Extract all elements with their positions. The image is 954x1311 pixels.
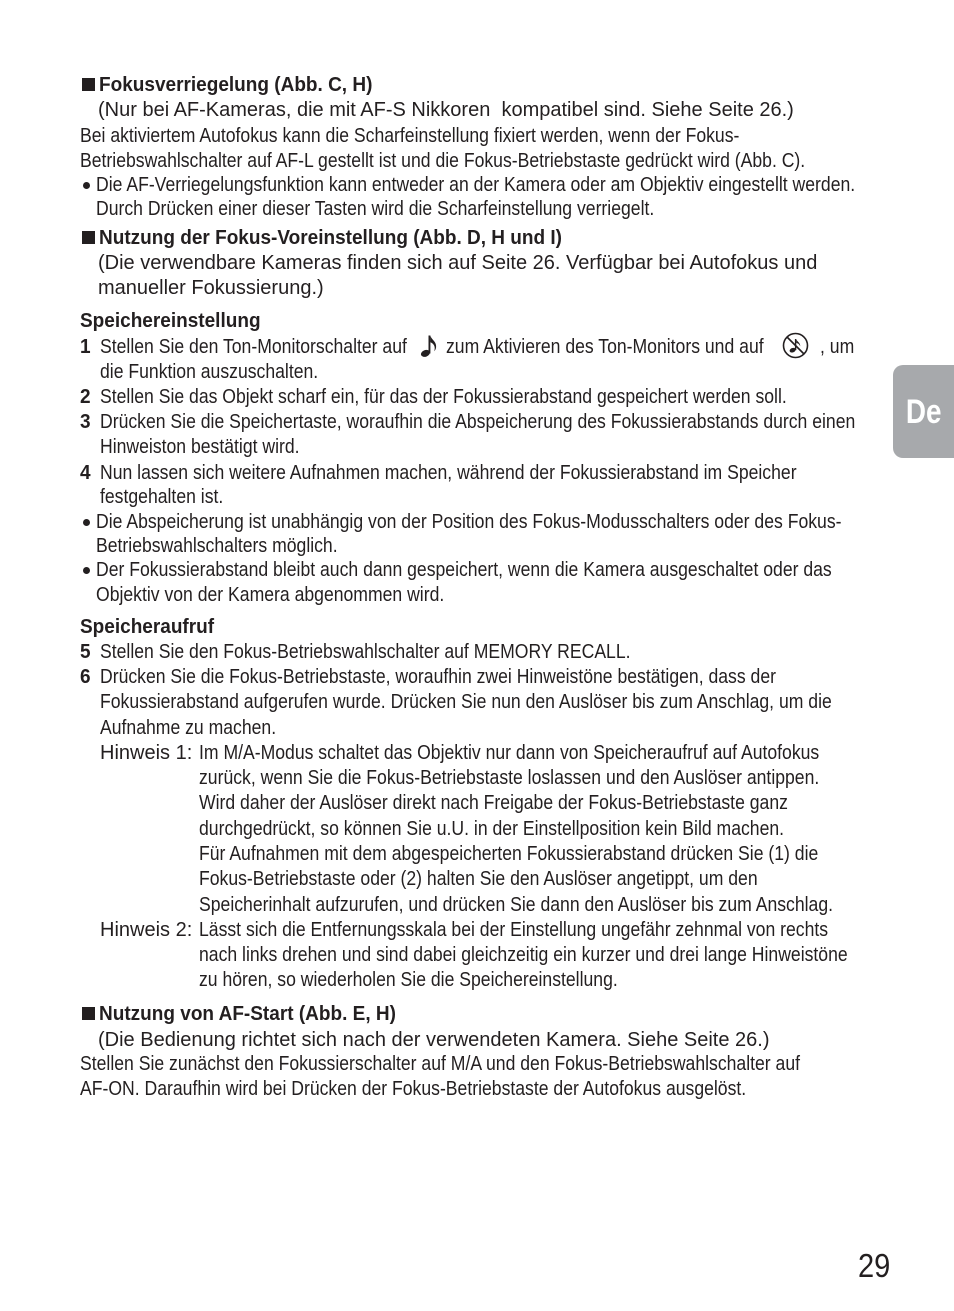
bullet-text-line: Die AF-Verriegelungsfunktion kann entweder an der Kamera oder am Objektiv eingestellt werden. — [96, 174, 856, 196]
step-text-line: Nun lassen sich weitere Aufnahmen machen, während der Fokussierabstand im Speicher — [100, 462, 797, 484]
step-text-line: Drücken Sie die Speichertaste, woraufhin die Abspeicherung des Fokussierabstands durch einen — [100, 411, 856, 433]
step-text-segment: zum Aktivieren des Ton-Monitors und auf — [446, 336, 764, 358]
step-number: 1 — [80, 336, 91, 358]
step-number: 5 — [80, 641, 91, 663]
hint-text-line: Lässt sich die Entfernungsskala bei der Einstellung ungefähr zehnmal von rechts — [199, 919, 829, 941]
hint-label: Hinweis 1: — [100, 742, 193, 764]
body-text-line: Stellen Sie zunächst den Fokussierschalter auf M/A und den Fokus-Betriebswahlschalter auf — [80, 1053, 801, 1075]
step-number: 2 — [80, 386, 91, 408]
hint-text-line: zurück, wenn Sie die Fokus-Betriebstaste loslassen und den Auslöser antippen. — [199, 767, 820, 789]
subsection-title: Speichereinstellung — [80, 310, 261, 332]
hint-text-line: zu hören, so wiederholen Sie die Speichereinstellung. — [199, 969, 618, 991]
section-heading: Nutzung der Fokus-Voreinstellung (Abb. D, H und I) — [99, 227, 563, 249]
bullet-dot-icon — [83, 182, 90, 189]
heading-square-icon — [82, 1007, 95, 1020]
body-text-line: Bei aktiviertem Autofokus kann die Scharfeinstellung fixiert werden, wenn der Fokus- — [80, 125, 740, 147]
bullet-text-line: Objektiv von der Kamera abgenommen wird. — [96, 584, 445, 606]
step-text-line: Drücken Sie die Fokus-Betriebstaste, woraufhin zwei Hinweistöne bestätigen, dass der — [100, 666, 776, 688]
hint-text-line: Für Aufnahmen mit dem abgespeicherten Fokussierabstand drücken Sie (1) die — [199, 843, 819, 865]
page-number: 29 — [858, 1247, 891, 1284]
step-number: 6 — [80, 666, 91, 688]
bullet-text-line: Die Abspeicherung ist unabhängig von der Position des Fokus-Modusschalters oder des Fokus- — [96, 511, 842, 533]
step-text-line: Stellen Sie den Fokus-Betriebswahlschalter auf MEMORY RECALL. — [100, 641, 631, 663]
heading-square-icon — [82, 231, 95, 244]
hint-text-line: nach links drehen und sind dabei gleichzeitig ein kurzer und drei lange Hinweistöne — [199, 944, 848, 966]
language-tab — [893, 365, 954, 458]
section-note: manueller Fokussierung.) — [98, 277, 324, 299]
section-heading: Nutzung von AF-Start (Abb. E, H) — [99, 1003, 396, 1025]
step-text-segment: , um — [820, 336, 855, 358]
bullet-dot-icon — [83, 567, 90, 574]
step-text-line: Aufnahme zu machen. — [100, 717, 277, 739]
subsection-title: Speicheraufruf — [80, 616, 215, 638]
section-note: (Die verwendbare Kameras finden sich auf Seite 26. Verfügbar bei Autofokus und — [98, 252, 818, 274]
bullet-text-line: Der Fokussierabstand bleibt auch dann gespeichert, wenn die Kamera ausgeschaltet oder das — [96, 559, 832, 581]
section-note: (Die Bedienung richtet sich nach der verwendeten Kamera. Siehe Seite 26.) — [98, 1029, 770, 1051]
step-text-line: Hinweiston bestätigt wird. — [100, 436, 300, 458]
language-tab-label: De — [905, 392, 942, 431]
step-number: 4 — [80, 462, 91, 484]
hint-text-line: Fokus-Betriebstaste oder (2) halten Sie den Auslöser angetippt, um den — [199, 868, 758, 890]
section-heading: Fokusverriegelung (Abb. C, H) — [99, 74, 373, 96]
music-note-icon — [420, 334, 438, 358]
heading-square-icon — [82, 78, 95, 91]
step-text-line: die Funktion auszuschalten. — [100, 361, 319, 383]
bullet-text-line: Betriebswahlschalters möglich. — [96, 535, 338, 557]
step-text-line: festgehalten ist. — [100, 486, 224, 508]
step-text-line: Fokussierabstand aufgerufen wurde. Drücken Sie nun den Auslöser bis zum Anschlag, um die — [100, 691, 832, 713]
step-text-segment: Stellen Sie den Ton-Monitorschalter auf — [100, 336, 407, 358]
hint-text-line: durchgedrückt, so können Sie u.U. in der Einstellposition kein Bild machen. — [199, 818, 785, 840]
bullet-dot-icon — [83, 519, 90, 526]
hint-text-line: Speicherinhalt aufzurufen, und drücken Sie dann den Auslöser bis zum Anschlag. — [199, 894, 834, 916]
step-text-line: Stellen Sie das Objekt scharf ein, für das der Fokussierabstand gespeichert werden soll. — [100, 386, 787, 408]
muted-music-note-icon — [782, 332, 809, 359]
hint-text-line: Im M/A-Modus schaltet das Objektiv nur dann von Speicheraufruf auf Autofokus — [199, 742, 820, 764]
bullet-text-line: Durch Drücken einer dieser Tasten wird die Scharfeinstellung verriegelt. — [96, 198, 655, 220]
body-text-line: AF-ON. Daraufhin wird bei Drücken der Fokus-Betriebstaste der Autofokus ausgelöst. — [80, 1078, 747, 1100]
hint-text-line: Wird daher der Auslöser direkt nach Freigabe der Fokus-Betriebstaste ganz — [199, 792, 788, 814]
body-text-line: Betriebswahlschalter auf AF-L gestellt ist und die Fokus-Betriebstaste gedrückt wird (Abb. C). — [80, 150, 806, 172]
hint-label: Hinweis 2: — [100, 919, 193, 941]
section-note: (Nur bei AF-Kameras, die mit AF-S Nikkoren kompatibel sind. Siehe Seite 26.) — [98, 99, 794, 121]
step-number: 3 — [80, 411, 91, 433]
